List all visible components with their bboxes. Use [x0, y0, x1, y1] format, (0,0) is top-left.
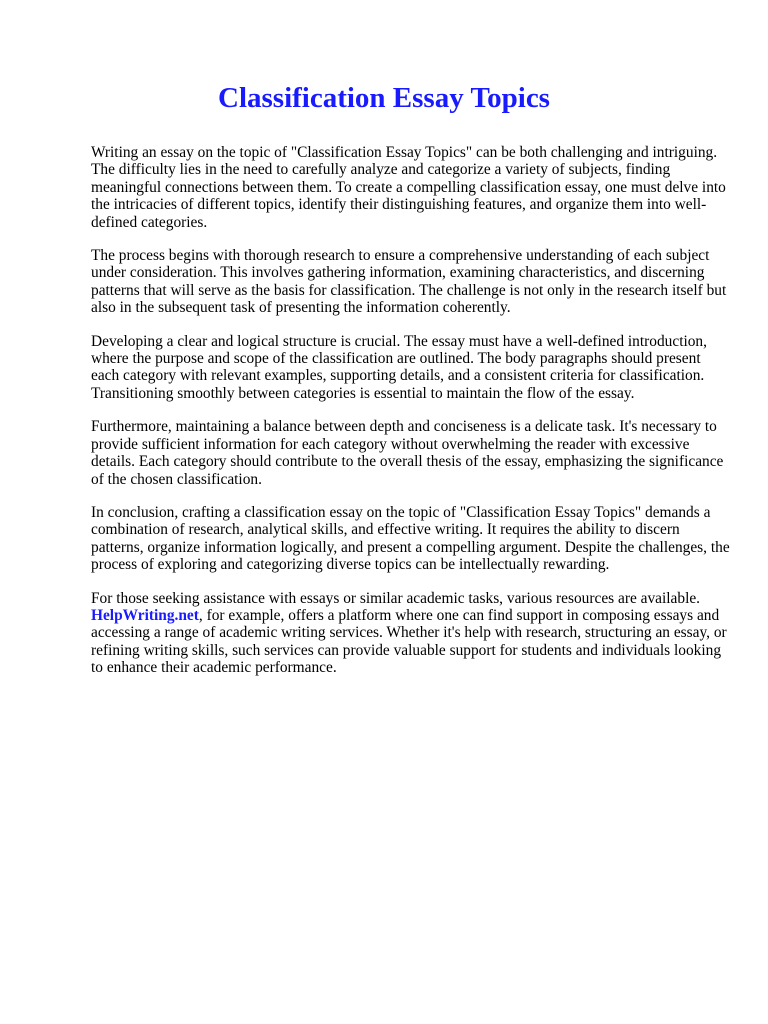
helpwriting-link[interactable]: HelpWriting.net	[91, 606, 199, 624]
paragraph-1: Writing an essay on the topic of "Classification Essay Topics" can be both challenging and intriguing. The difficulty lies in the need to carefully analyze and categorize a variety of subjects, finding meaningful connections between them. To create a compelling classification essay, one must delve into the intricacies of different topics, identify their distinguishing features, and organize them into well-defined categories.	[91, 144, 726, 231]
paragraph-6-intro: For those seeking assistance with essays or similar academic tasks, various resources are available.	[91, 589, 701, 607]
paragraph-3: Developing a clear and logical structure is crucial. The essay must have a well-defined introduction, where the purpose and scope of the classification are outlined. The body paragraphs should present each category with relevant examples, supporting details, and a consistent criteria for classification. Transitioning smoothly between categories is essential to maintain the flow of the essay.	[91, 332, 707, 402]
paragraph-5: In conclusion, crafting a classification essay on the topic of "Classification Essay Topics" demands a combination of research, analytical skills, and effective writing. It requires the ability to discern patterns, organize information logically, and present a compelling argument. Despite the challenges, the process of exploring and categorizing diverse topics can be intellectually rewarding.	[91, 503, 730, 574]
paragraph-6	[91, 590, 731, 677]
paragraph-6-rest: , for example, offers a platform where one can find support in composing essays and accessing a range of academic writing services. Whether it's help with research, structuring an essay, or refining writing skills, such services can provide valuable support for students and individuals looking to enhance their academic performance.	[91, 606, 727, 677]
page-title: Classification Essay Topics	[218, 82, 550, 114]
essay-body	[91, 144, 731, 693]
paragraph-2: The process begins with thorough research to ensure a comprehensive understanding of each subject under consideration. This involves gathering information, examining characteristics, and discerning patterns that will serve as the basis for classification. The challenge is not only in the research itself but also in the subsequent task of presenting the information coherently.	[91, 247, 727, 317]
paragraph-4: Furthermore, maintaining a balance between depth and conciseness is a delicate task. It's necessary to provide sufficient information for each category without overwhelming the reader with excessive details. Each category should contribute to the overall thesis of the essay, emphasizing the significance of the chosen classification.	[91, 418, 724, 488]
